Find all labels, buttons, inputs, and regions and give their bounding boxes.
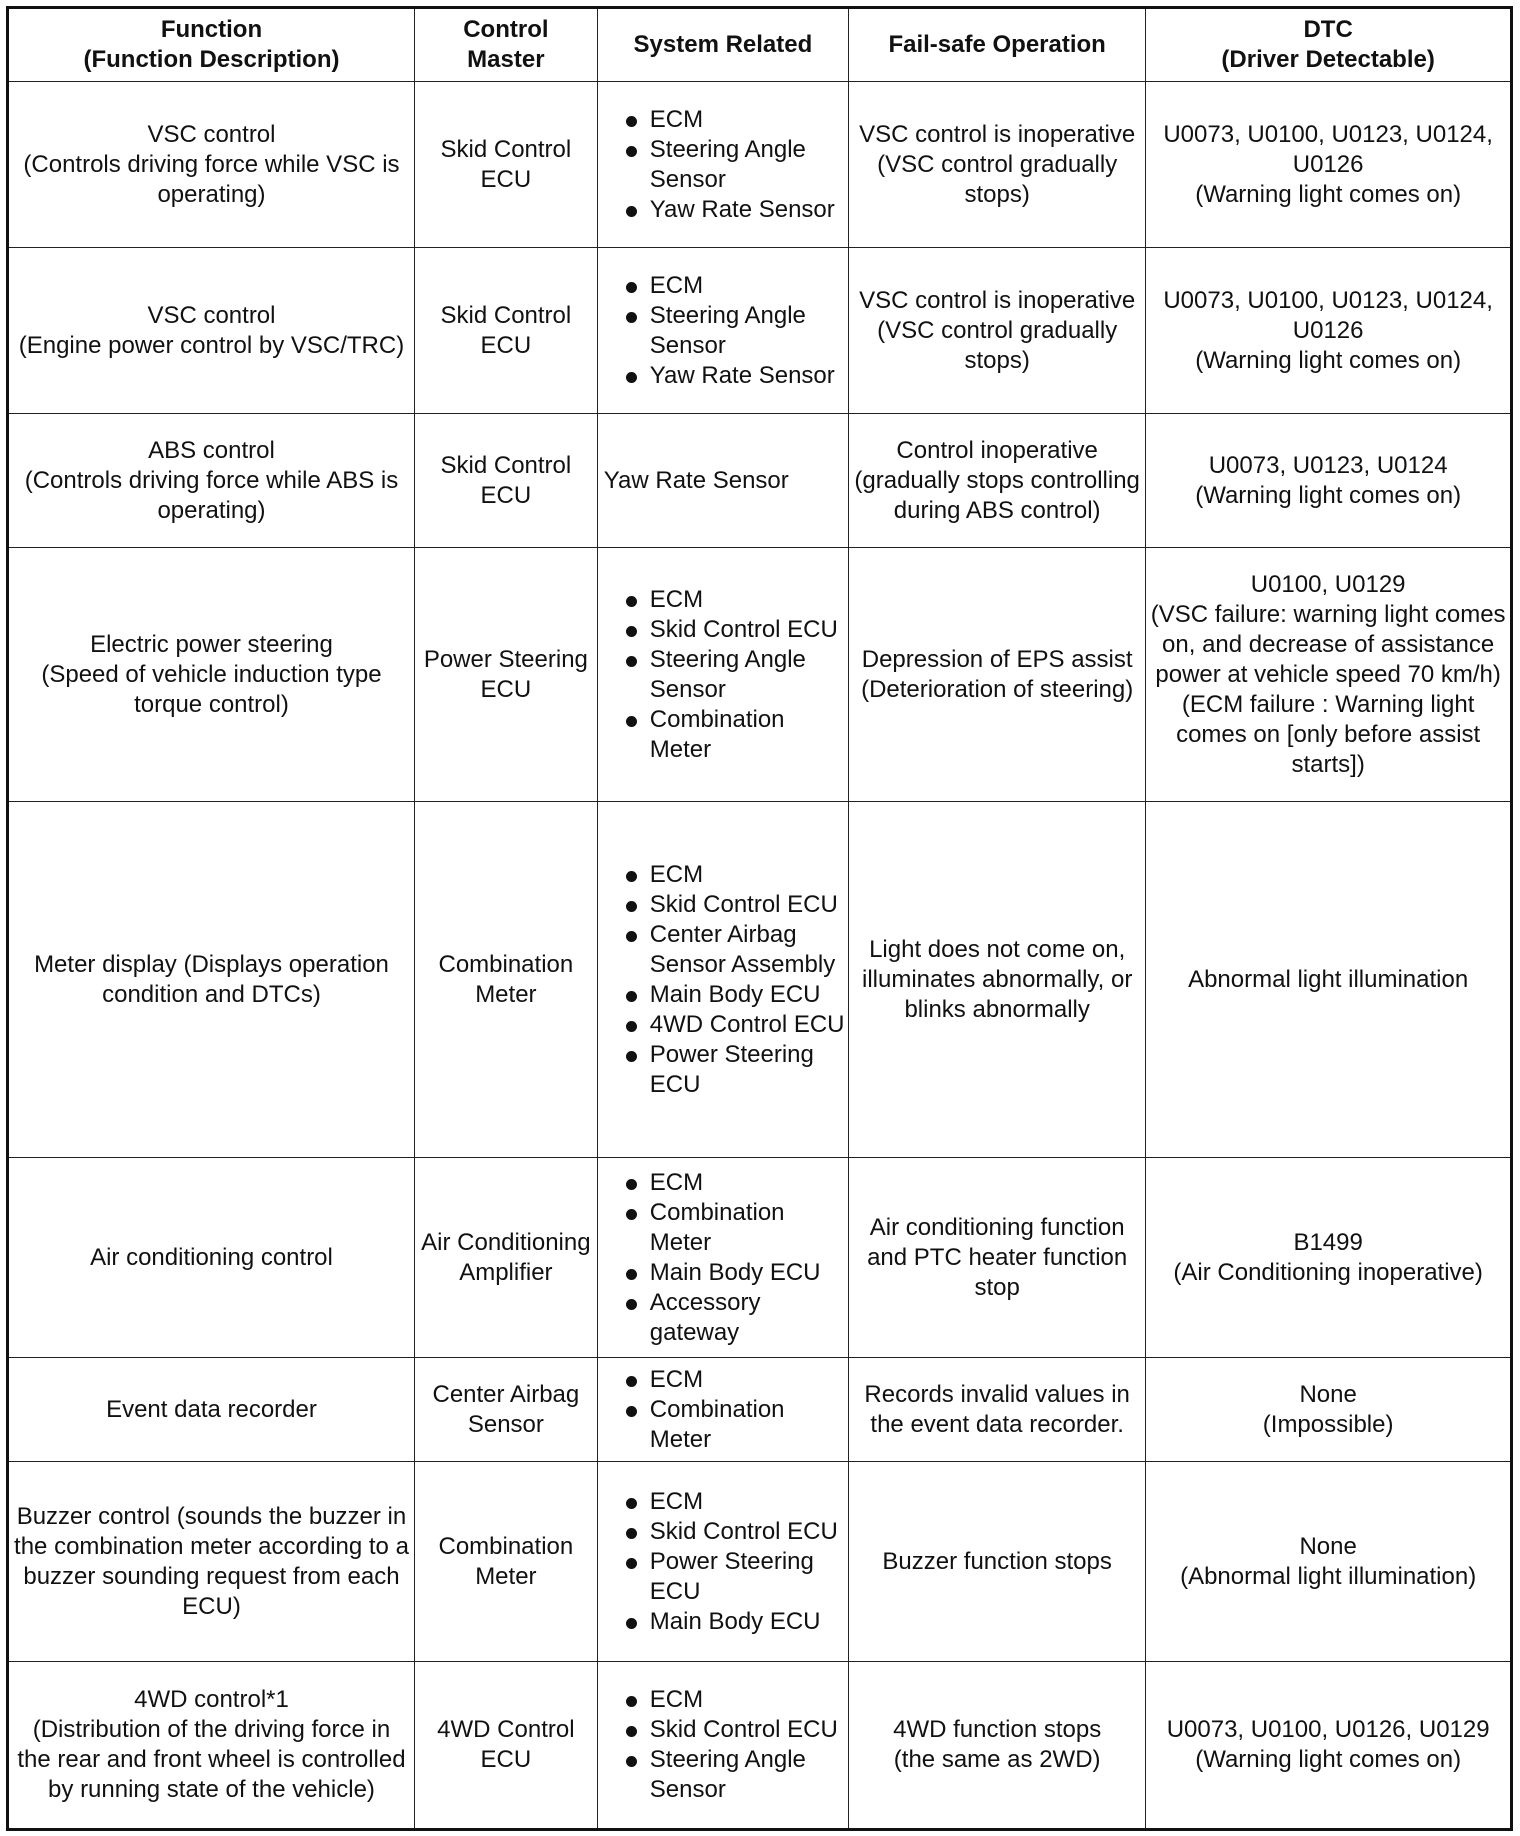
system-list (604, 1487, 848, 1637)
system-list (604, 1685, 848, 1805)
system-list-item: Skid Control ECU (622, 615, 848, 645)
system-list-item: Main Body ECU (622, 1258, 848, 1288)
failsafe-cell (849, 802, 1146, 1158)
table-row (8, 1358, 1512, 1462)
failsafe-text: Depression of EPS assist (861, 645, 1133, 673)
system-list-item: ECM (622, 585, 848, 615)
system-related-cell (597, 802, 848, 1158)
system-list (604, 585, 848, 765)
table-row (8, 82, 1512, 248)
control-master-text: 4WD Control ECU (437, 1716, 575, 1773)
dtc-text: U0100, U0129 (1250, 570, 1406, 598)
function-text: Event data recorder (106, 1395, 317, 1423)
dtc-text: None (1299, 1532, 1357, 1560)
table-body (8, 82, 1512, 1830)
function-cell (8, 1462, 415, 1662)
system-related-cell (597, 414, 848, 548)
function-cell (8, 414, 415, 548)
table-row (8, 1462, 1512, 1662)
function-text: (Controls driving force while ABS is operating) (24, 466, 399, 524)
failsafe-cell (849, 1158, 1146, 1358)
function-table (6, 6, 1513, 1831)
system-list-item: ECM (622, 1365, 848, 1395)
table-row (8, 248, 1512, 414)
dtc-text: U0073, U0100, U0126, U0129 (1166, 1716, 1490, 1743)
failsafe-text: (VSC control gradually stops) (877, 150, 1118, 208)
system-list-item: Steering Angle Sensor (622, 135, 848, 195)
failsafe-cell (849, 1662, 1146, 1830)
dtc-text: (Warning light comes on) (1195, 180, 1462, 208)
header-function-title: Function (160, 16, 263, 43)
failsafe-cell (849, 82, 1146, 248)
system-list-item: Steering Angle Sensor (622, 645, 848, 705)
system-list-item: ECM (622, 1487, 848, 1517)
function-text: ABS control (148, 436, 275, 464)
system-list-item: ECM (622, 1168, 848, 1198)
control-master-text: Combination Meter (438, 950, 574, 1008)
control-master-cell (414, 802, 597, 1158)
control-master-cell (414, 82, 597, 248)
dtc-cell (1146, 548, 1512, 802)
failsafe-text: Buzzer function stops (882, 1547, 1112, 1575)
system-related-cell (597, 1662, 848, 1830)
system-related-cell (597, 1158, 848, 1358)
system-list (604, 271, 848, 391)
control-master-cell (414, 1462, 597, 1662)
dtc-text: U0073, U0123, U0124 (1208, 451, 1448, 479)
function-cell (8, 802, 415, 1158)
header-function (8, 8, 415, 82)
control-master-text: Air Conditioning Amplifier (421, 1228, 591, 1286)
system-list-item: Accessory gateway (622, 1288, 848, 1348)
header-function-subtitle: (Function Description) (83, 46, 340, 73)
system-list-item: Center Airbag Sensor Assembly (622, 920, 848, 980)
system-list-item: Skid Control ECU (622, 890, 848, 920)
function-text: Meter display (Displays operation condition and DTCs) (34, 950, 389, 1008)
header-system-related (597, 8, 848, 82)
dtc-text: (Air Conditioning inoperative) (1173, 1258, 1483, 1286)
system-list-item: ECM (622, 105, 848, 135)
failsafe-text: Air conditioning function and PTC heater function stop (867, 1213, 1128, 1301)
dtc-text: (Warning light comes on) (1195, 481, 1462, 509)
function-cell (8, 248, 415, 414)
function-text: Buzzer control (sounds the buzzer in the combination meter according to a buzzer sounding request from each ECU) (14, 1502, 409, 1620)
system-related-cell (597, 1358, 848, 1462)
system-related-cell (597, 248, 848, 414)
function-text: Electric power steering (90, 630, 333, 658)
failsafe-cell (849, 548, 1146, 802)
dtc-text: (Abnormal light illumination) (1180, 1562, 1477, 1590)
function-text: (Controls driving force while VSC is operating) (23, 150, 400, 208)
function-text: Air conditioning control (90, 1243, 333, 1271)
system-list-item: ECM (622, 1685, 848, 1715)
system-list-item: Power Steering ECU (622, 1040, 848, 1100)
system-list-item: Combination Meter (622, 1198, 848, 1258)
failsafe-text: (the same as 2WD) (893, 1746, 1101, 1773)
table-row (8, 1158, 1512, 1358)
function-cell (8, 1158, 415, 1358)
dtc-text: (ECM failure : Warning light comes on [only before assist starts]) (1176, 690, 1481, 778)
table-row (8, 1662, 1512, 1830)
failsafe-cell (849, 248, 1146, 414)
function-cell (8, 1662, 415, 1830)
system-list-item: Combination Meter (622, 1395, 848, 1455)
system-list-item: Yaw Rate Sensor (622, 361, 848, 391)
function-text: VSC control (147, 120, 276, 148)
header-failsafe-label: Fail-safe Operation (888, 31, 1106, 58)
failsafe-text: VSC control is inoperative (859, 120, 1136, 148)
dtc-cell (1146, 1158, 1512, 1358)
function-text: (Speed of vehicle induction type torque control) (41, 660, 382, 718)
dtc-text: Abnormal light illumination (1188, 965, 1469, 993)
system-list-item: Skid Control ECU (622, 1715, 848, 1745)
dtc-cell (1146, 1662, 1512, 1830)
table-row (8, 548, 1512, 802)
dtc-text: (Warning light comes on) (1195, 346, 1462, 374)
function-text: (Distribution of the driving force in the rear and front wheel is controlled by running state of the vehicle) (17, 1716, 406, 1803)
dtc-text: U0073, U0100, U0123, U0124, U0126 (1163, 120, 1493, 178)
system-related-cell (597, 548, 848, 802)
table-row (8, 414, 1512, 548)
dtc-cell (1146, 802, 1512, 1158)
control-master-cell (414, 1358, 597, 1462)
control-master-text: Skid Control ECU (440, 301, 572, 359)
control-master-text: Combination Meter (438, 1532, 574, 1590)
control-master-cell (414, 1158, 597, 1358)
dtc-cell (1146, 1462, 1512, 1662)
dtc-text: (Impossible) (1262, 1410, 1394, 1438)
dtc-text: (VSC failure: warning light comes on, and decrease of assistance power at vehicle speed 70 km/h) (1150, 600, 1506, 688)
header-dtc-title: DTC (1303, 16, 1353, 43)
dtc-cell (1146, 248, 1512, 414)
dtc-text: (Warning light comes on) (1195, 1746, 1462, 1773)
header-failsafe (849, 8, 1146, 82)
failsafe-text: (VSC control gradually stops) (877, 316, 1118, 374)
header-control-line1: Control (463, 16, 549, 43)
failsafe-text: Control inoperative (gradually stops controlling during ABS control) (854, 436, 1140, 524)
system-list (604, 1168, 848, 1348)
function-text: 4WD control*1 (134, 1686, 289, 1713)
header-dtc-subtitle: (Driver Detectable) (1221, 46, 1435, 73)
control-master-text: Center Airbag Sensor (432, 1380, 580, 1438)
system-related-cell (597, 1462, 848, 1662)
failsafe-text: 4WD function stops (893, 1716, 1102, 1743)
control-master-text: Power Steering ECU (423, 645, 588, 703)
failsafe-cell (849, 1358, 1146, 1462)
dtc-text: B1499 (1293, 1228, 1363, 1256)
control-master-cell (414, 248, 597, 414)
control-master-cell (414, 548, 597, 802)
system-list-item: Combination Meter (622, 705, 848, 765)
system-related-text: Yaw Rate Sensor (603, 466, 789, 494)
failsafe-cell (849, 1462, 1146, 1662)
control-master-text: Skid Control ECU (440, 451, 572, 509)
failsafe-text: VSC control is inoperative (859, 286, 1136, 314)
header-system-label: System Related (633, 31, 813, 58)
control-master-cell (414, 1662, 597, 1830)
dtc-cell (1146, 1358, 1512, 1462)
function-cell (8, 82, 415, 248)
function-cell (8, 548, 415, 802)
system-list-item: Steering Angle Sensor (622, 301, 848, 361)
system-list-item: Skid Control ECU (622, 1517, 848, 1547)
function-cell (8, 1358, 415, 1462)
header-control-master (414, 8, 597, 82)
header-row (8, 8, 1512, 82)
failsafe-text: (Deterioration of steering) (861, 675, 1134, 703)
system-list (604, 860, 848, 1100)
system-list-item: 4WD Control ECU (622, 1010, 848, 1040)
system-list-item: ECM (622, 860, 848, 890)
system-list-item: Main Body ECU (622, 980, 848, 1010)
function-text: (Engine power control by VSC/TRC) (18, 331, 405, 359)
control-master-cell (414, 414, 597, 548)
system-list-item: Main Body ECU (622, 1607, 848, 1637)
header-control-line2: Master (467, 46, 545, 73)
failsafe-cell (849, 414, 1146, 548)
system-list (604, 105, 848, 225)
system-related-cell (597, 82, 848, 248)
failsafe-text: Light does not come on, illuminates abnormally, or blinks abnormally (861, 935, 1133, 1023)
system-list-item: Power Steering ECU (622, 1547, 848, 1607)
system-list (604, 1365, 848, 1455)
table-row (8, 802, 1512, 1158)
system-list-item: Yaw Rate Sensor (622, 195, 848, 225)
function-text: VSC control (147, 301, 276, 329)
header-dtc (1146, 8, 1512, 82)
dtc-cell (1146, 414, 1512, 548)
system-list-item: Steering Angle Sensor (622, 1745, 848, 1805)
system-list-item: ECM (622, 271, 848, 301)
failsafe-text: Records invalid values in the event data recorder. (864, 1380, 1130, 1438)
control-master-text: Skid Control ECU (440, 135, 572, 193)
dtc-text: None (1299, 1380, 1357, 1408)
dtc-cell (1146, 82, 1512, 248)
dtc-text: U0073, U0100, U0123, U0124, U0126 (1163, 286, 1493, 344)
